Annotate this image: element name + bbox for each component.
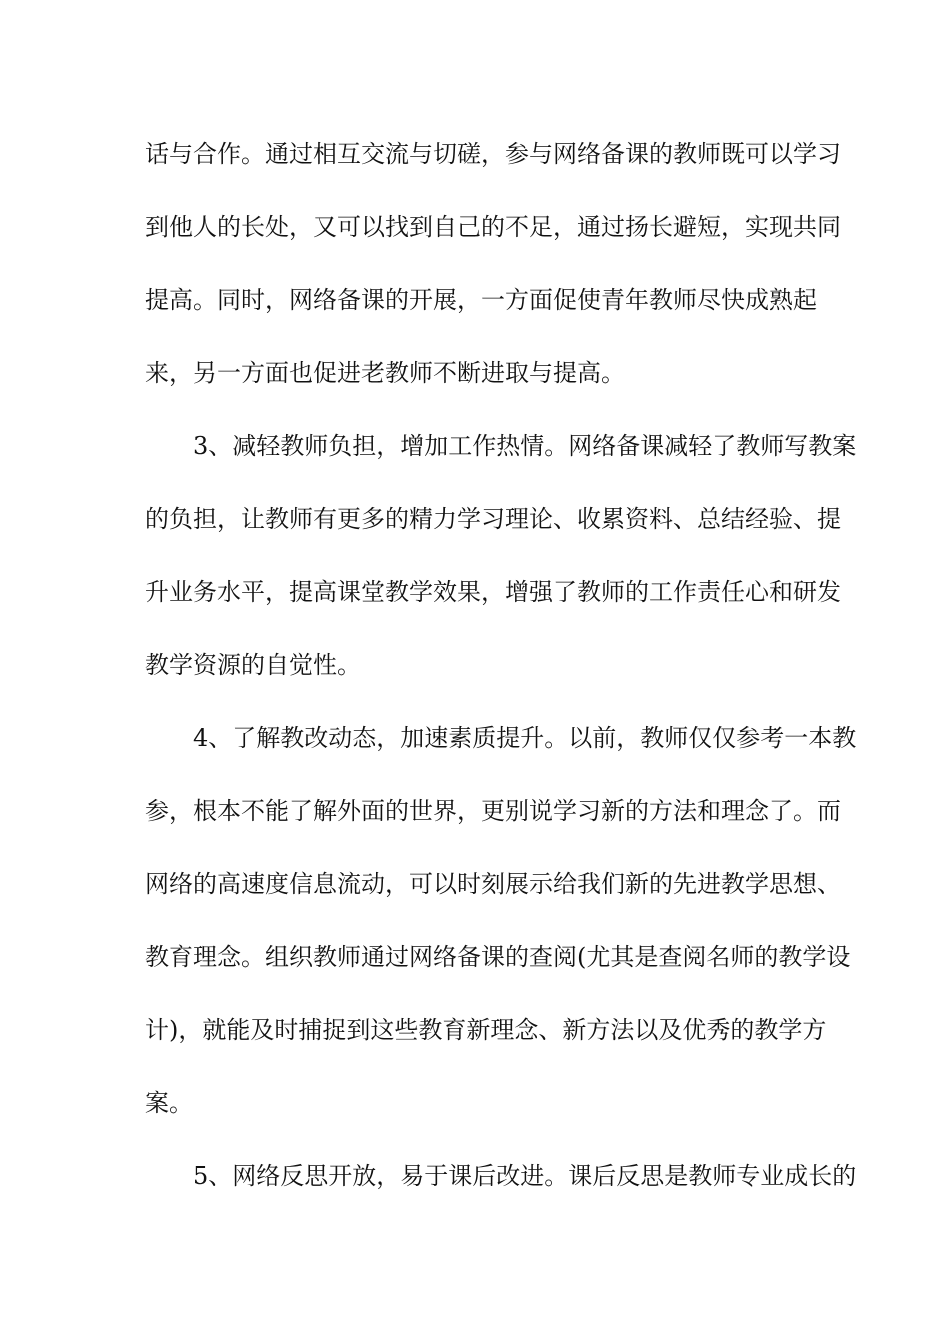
paragraph-start-line: 5、网络反思开放，易于课后改进。课后反思是教师专业成长的 bbox=[193, 1162, 857, 1190]
text-line: 案。 bbox=[145, 1089, 193, 1117]
paragraph-start-line: 4、了解教改动态，加速素质提升。以前，教师仅仅参考一本教 bbox=[193, 724, 857, 752]
text-line: 计)，就能及时捕捉到这些教育新理念、新方法以及优秀的教学方 bbox=[145, 1016, 827, 1044]
text-line: 提高。同时，网络备课的开展，一方面促使青年教师尽快成熟起 bbox=[145, 286, 817, 314]
text-line: 话与合作。通过相互交流与切磋，参与网络备课的教师既可以学习 bbox=[145, 140, 841, 168]
text-line: 到他人的长处，又可以找到自己的不足，通过扬长避短，实现共同 bbox=[145, 213, 841, 241]
text-line: 的负担，让教师有更多的精力学习理论、收累资料、总结经验、提 bbox=[145, 505, 841, 533]
text-line: 升业务水平，提高课堂教学效果，增强了教师的工作责任心和研发 bbox=[145, 578, 841, 606]
text-line: 网络的高速度信息流动，可以时刻展示给我们新的先进教学思想、 bbox=[145, 870, 841, 898]
text-line: 参，根本不能了解外面的世界，更别说学习新的方法和理念了。而 bbox=[145, 797, 841, 825]
text-line: 来，另一方面也促进老教师不断进取与提高。 bbox=[145, 359, 625, 387]
paragraph-start-line: 3、减轻教师负担，增加工作热情。网络备课减轻了教师写教案 bbox=[193, 432, 857, 460]
text-line: 教育理念。组织教师通过网络备课的查阅(尤其是查阅名师的教学设 bbox=[145, 943, 851, 971]
text-line: 教学资源的自觉性。 bbox=[145, 651, 361, 679]
